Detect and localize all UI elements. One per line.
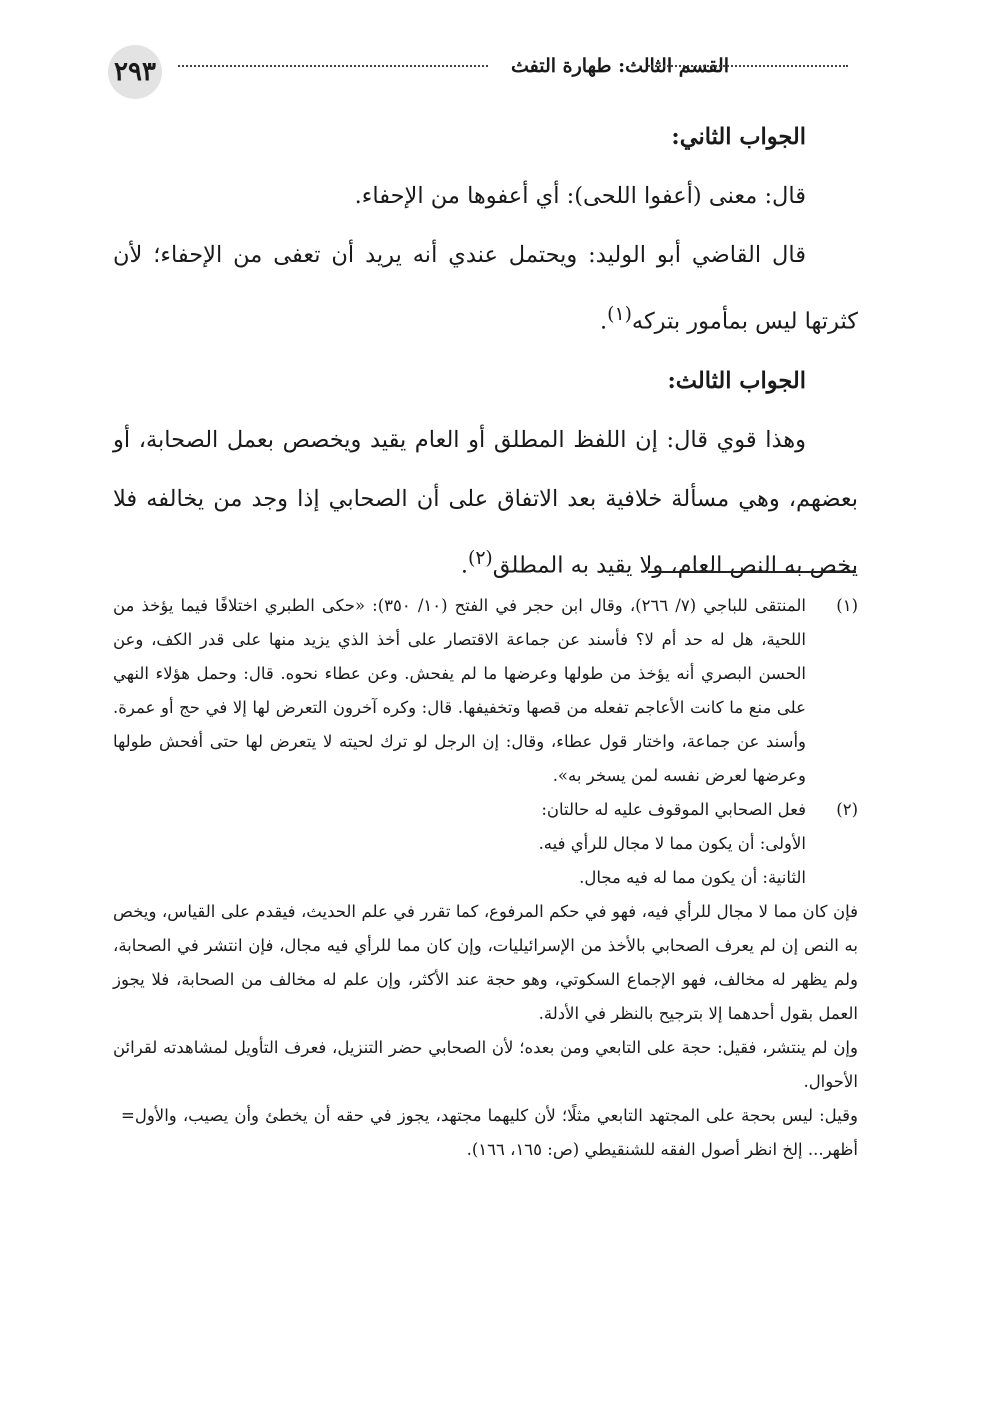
footnote-separator — [648, 571, 856, 573]
main-text — [113, 108, 858, 595]
paragraph-qadi-abu-al-walid: قال القاضي أبو الوليد: ويحتمل عندي أنه يريد أن تعفى من الإحفاء؛ لأن كثرتها ليس بمأمور بتركه$^{(١)}$. — [113, 242, 858, 335]
footnote-2-paragraph-1: فإن كان مما لا مجال للرأي فيه، فهو في حكم المرفوع، كما تقرر في علم الحديث، فيقدم على القياس، ويخص به النص إن لم يعرف الصحابي بالأخذ من الإسرائيليات، وإن كان مما للرأي فيه مجال، فإن انتشر في الصحابة، ولم يظهر له مخالف، فهو الإجماع السكوتي، وهو حجة عند الأكثر، وإن علم له مخالف من الصحابة، فلا يجوز العمل بقول أحدهما إلا بترجيح بالنظر في الأدلة. — [113, 902, 858, 1023]
header-title: القسم الثالث: طهارة التفث — [510, 55, 730, 77]
footnote-1 — [113, 589, 858, 793]
footnote-2-paragraph-3: = وقيل: ليس بحجة على المجتهد التابعي مثلًا؛ لأن كليهما مجتهد، يجوز في حقه أن يخطئ وأن يصيب، والأول أظهر... إلخ انظر أصول الفقه للشنقيطي (ص: ١٦٥، ١٦٦). — [113, 1099, 858, 1167]
paragraph-text: وهذا قوي قال: إن اللفظ المطلق أو العام يقيد ويخصص بعمل الصحابة، أو بعضهم، وهي مسألة خلافية بعد الاتفاق على أن الصحابي إذا وجد من يخالفه فلا يخص به النص العام، ولا يقيد به المطلق — [113, 426, 858, 578]
paragraph-meaning: قال: معنى (أعفوا اللحى): أي أعفوها من الإحفاء. — [354, 183, 806, 209]
footnote-2-paragraph-2: وإن لم ينتشر، فقيل: حجة على التابعي ومن بعده؛ لأن الصحابي حضر التنزيل، فعرف التأويل لمشاهدته لقرائن الأحوال. — [113, 1038, 858, 1091]
paragraph-text: قال القاضي أبو الوليد: ويحتمل عندي أنه يريد أن تعفى من الإحفاء؛ لأن كثرتها ليس بمأمور بتركه — [113, 242, 858, 335]
heading-third-answer: الجواب الثالث: — [667, 367, 806, 394]
footnote-ref-2[interactable]: (٢) — [468, 547, 493, 569]
header-dots-left — [178, 65, 488, 69]
footnote-ref-1[interactable]: (١) — [607, 304, 632, 325]
footnotes — [113, 589, 858, 1167]
continuation-mark: = — [121, 1106, 135, 1125]
footnote-2 — [113, 793, 858, 827]
page-number: ٢٩٣ — [108, 45, 162, 99]
footnote-1-text: المنتقى للباجي (٧/ ٢٦٦)، وقال ابن حجر في الفتح (١٠/ ٣٥٠): «حكى الطبري اختلافًا فيما يؤخذ من اللحية، هل له حد أم لا؟ فأسند عن جماعة الاقتصار على أخذ الذي يزيد منها على قدر الكف، وعن الحسن البصري أنه يؤخذ من طولها وعرضها ما لم يفحش. وعن عطاء نحوه. قال: وحمل هؤلاء النهي على منع ما كانت الأعاجم تفعله من قصها وتخفيفها. قال: وكره آخرون التعرض لها إلا في حج أو عمرة. وأسند عن جماعة، واختار قول عطاء، وقال: إن الرجل لو ترك لحيته لا يتعرض لها حتى أفحش طولها وعرضها لعرض نفسه لمن يسخر به». — [113, 596, 807, 785]
footnote-1-number: (١) — [836, 596, 858, 615]
paragraph-third-answer: وهذا قوي قال: إن اللفظ المطلق أو العام يقيد ويخصص بعمل الصحابة، أو بعضهم، وهي مسألة خلافية بعد الاتفاق على أن الصحابي إذا وجد من يخالفه فلا يخص به النص العام، ولا يقيد به المطلق$^{(٢)}$. — [113, 426, 858, 578]
heading-second-answer: الجواب الثاني: — [671, 124, 806, 150]
footnote-2-first-case: الأولى: أن يكون مما لا مجال للرأي فيه. — [538, 834, 806, 853]
footnote-2-number: (٢) — [836, 800, 858, 819]
running-header — [108, 45, 848, 103]
header-dots-right — [648, 65, 848, 69]
footnote-2-second-case: الثانية: أن يكون مما له فيه مجال. — [579, 868, 806, 887]
footnote-2-intro: فعل الصحابي الموقوف عليه له حالتان: — [541, 800, 806, 819]
